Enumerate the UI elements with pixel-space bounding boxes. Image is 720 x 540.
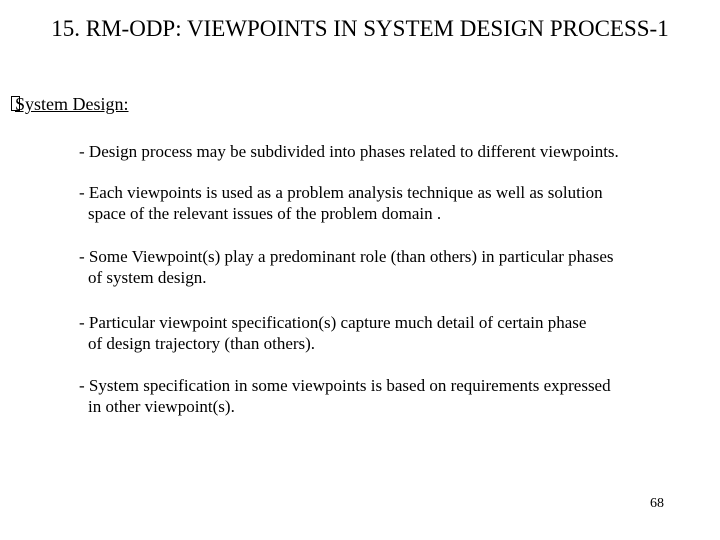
list-item-line: of design trajectory (than others). <box>88 334 316 353</box>
section-heading-text: System Design: <box>15 94 129 114</box>
list-item-line: of system design. <box>88 268 207 287</box>
list-item-line: - System specification in some viewpoints is based on requirements expressed <box>79 376 611 395</box>
page-number: 68 <box>650 496 664 511</box>
list-item <box>79 246 614 288</box>
list-item-line: - Particular viewpoint specification(s) capture much detail of certain phase <box>79 313 587 332</box>
list-item <box>79 182 603 224</box>
list-item-line: - Design process may be subdivided into phases related to different viewpoints. <box>79 142 619 161</box>
list-item-line: in other viewpoint(s). <box>88 397 235 416</box>
slide-title: 15. RM-ODP: VIEWPOINTS IN SYSTEM DESIGN PROCESS-1 <box>51 16 669 41</box>
list-item-line: - Some Viewpoint(s) play a predominant role (than others) in particular phases <box>79 247 614 266</box>
list-item <box>79 141 619 162</box>
list-item <box>79 375 611 417</box>
section-heading <box>11 93 129 115</box>
list-item-line: space of the relevant issues of the problem domain . <box>88 204 442 223</box>
list-item <box>79 312 586 354</box>
list-item-line: - Each viewpoints is used as a problem analysis technique as well as solution <box>79 183 603 202</box>
